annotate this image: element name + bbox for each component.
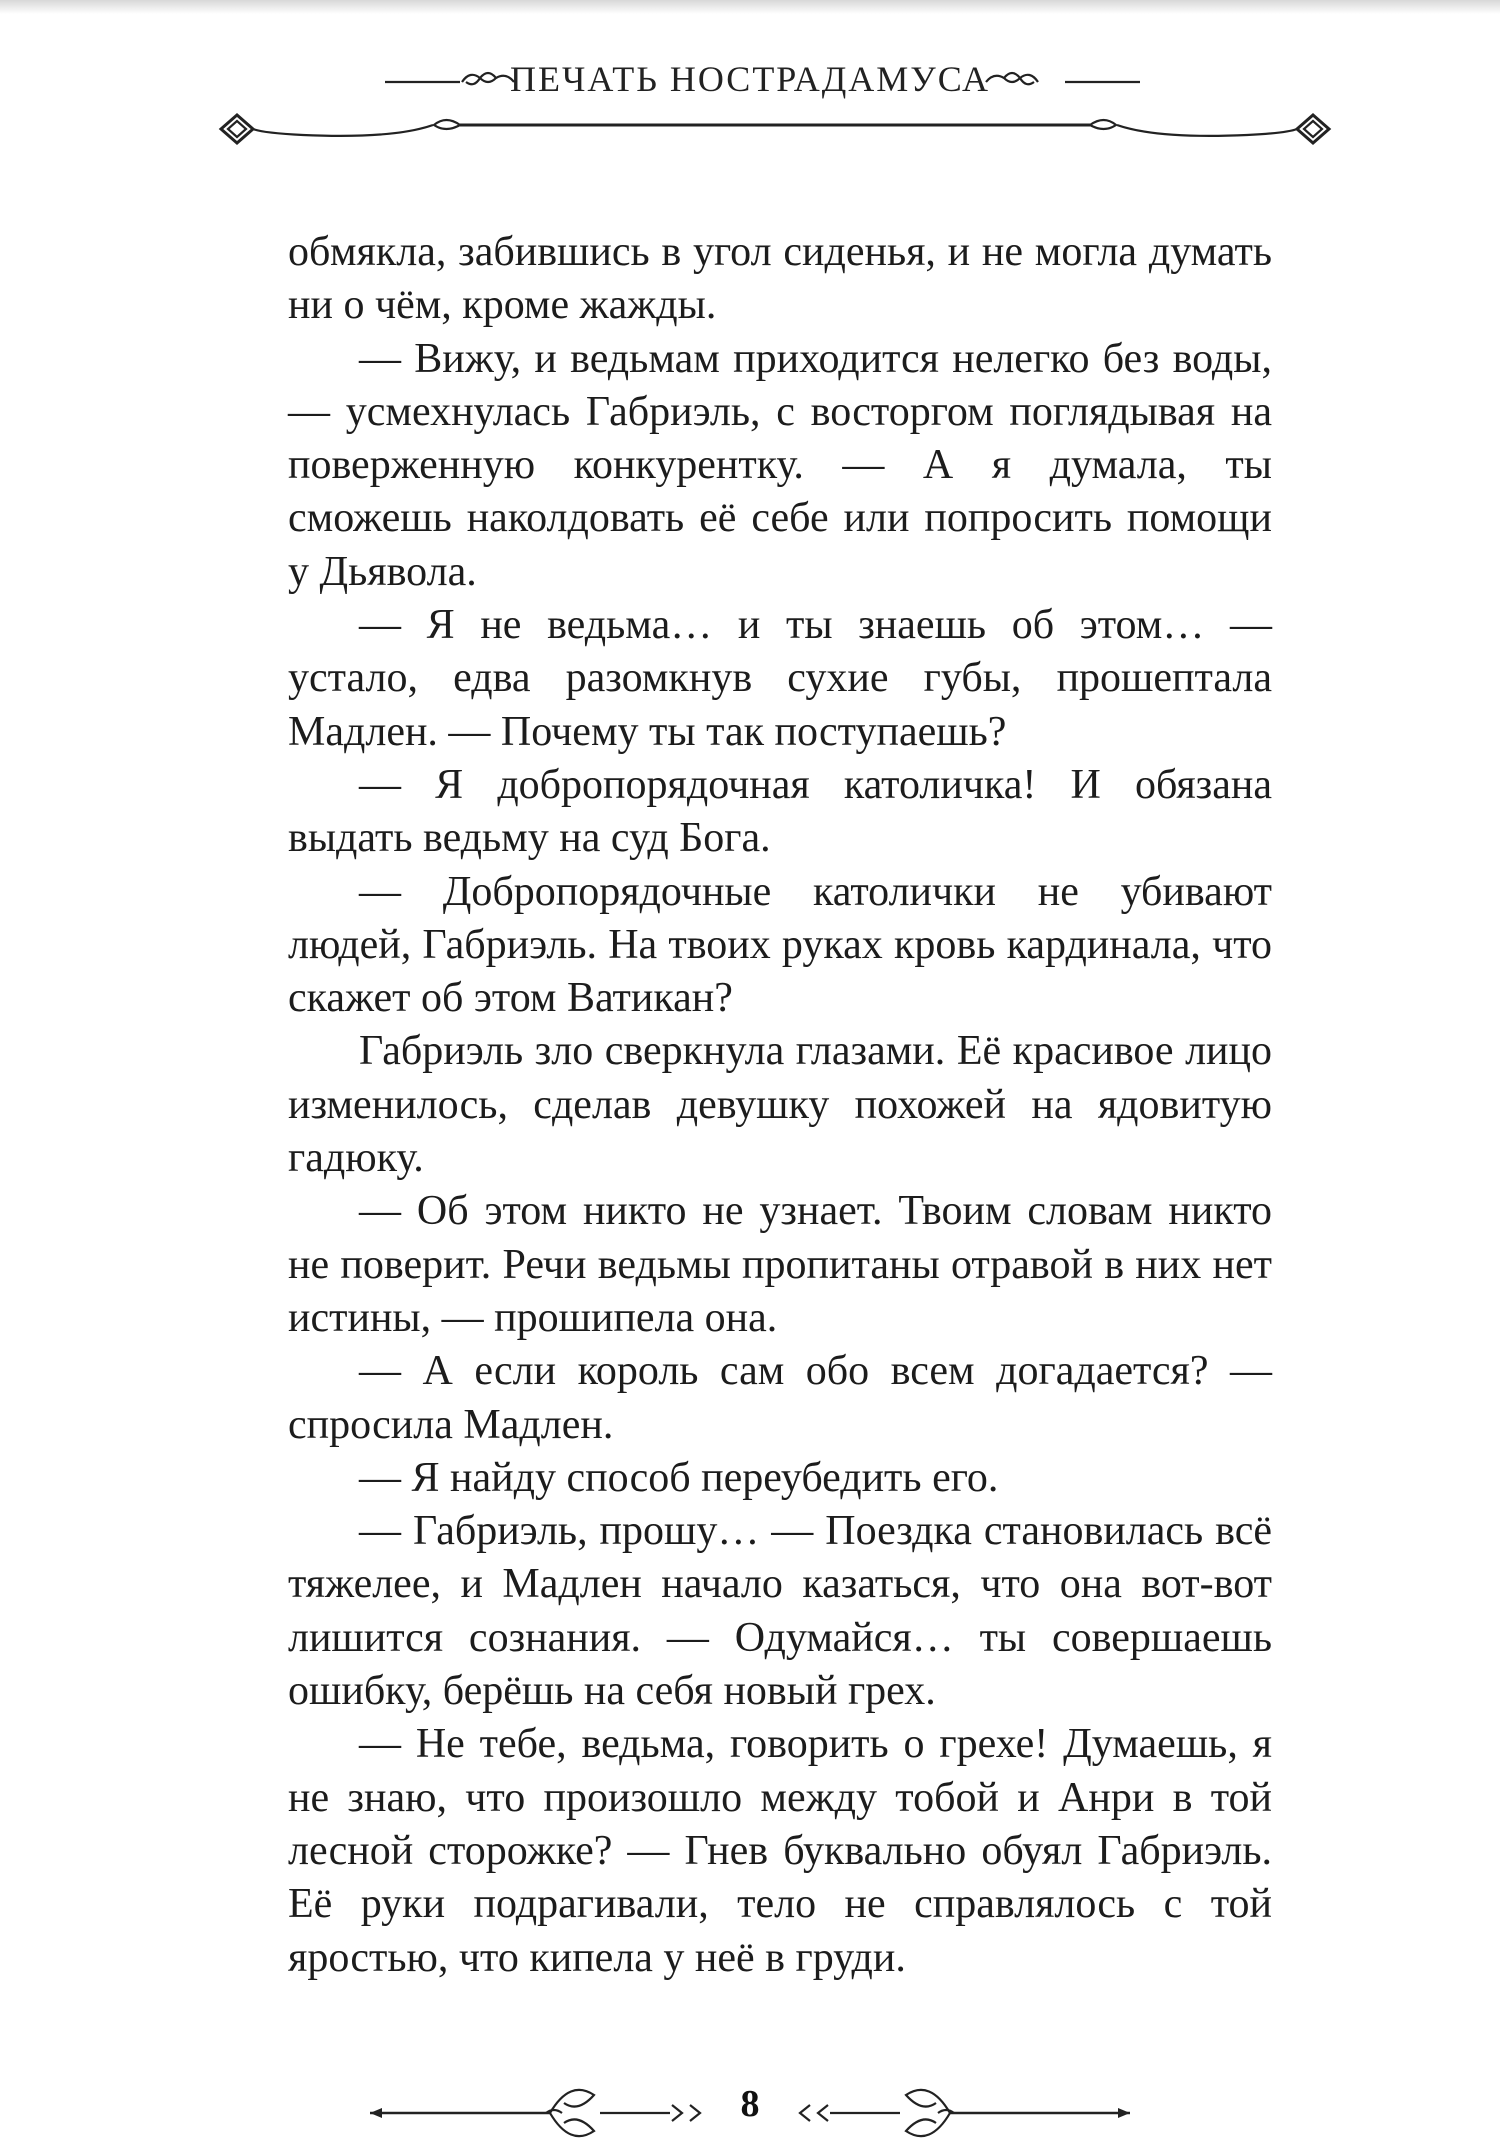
paragraph: — Габриэль, прошу… — Поездка становилась всё тяжелее, и Мадлен начало казаться, что она вот-вот лишится сознания. — Одумайся… ты совершаешь ошибку, берёшь на себя новый грех. (288, 1508, 1272, 1715)
running-title: ПЕЧАТЬ НОСТРАДАМУСА (509, 59, 990, 99)
paragraph: — А если король сам обо всем догадается? — спросила Мадлен. (288, 1348, 1272, 1448)
page-number: 8 (740, 2083, 760, 2125)
paragraph: — Вижу, и ведьмам приходится нелегко без воды, — усмехнулась Габриэль, с восторгом поглядывая на поверженную конкурентку. — А я думала, ты сможешь наколдовать её себе или попросить помощи у Дьявола. (288, 335, 1272, 595)
paragraph: — Об этом никто не узнает. Твоим словам никто не поверит. Речи ведьмы пропитаны отравой в них нет истины, — прошипела она. (288, 1188, 1272, 1341)
running-header (0, 40, 1500, 170)
paragraph: — Я добропорядочная католичка! И обязана выдать ведьму на суд Бога. (288, 761, 1272, 862)
paragraph: — Я не ведьма… и ты знаешь об этом… — устало, едва разомкнув сухие губы, прошептала Мадлен. — Почему ты так поступаешь? (288, 602, 1272, 755)
paragraph: обмякла, забившись в угол сиденья, и не могла думать ни о чём, кроме жажды. (288, 229, 1272, 329)
paragraph: Габриэль зло сверкнула глазами. Её красивое лицо изменилось, сделав девушку похожей на ядовитую гадюку. (288, 1028, 1272, 1182)
paragraph: — Не тебе, ведьма, говорить о грехе! Думаешь, я не знаю, что произошло между тобой и Анри в той лесной сторожке? — Гнев буквально обуял Габриэль. Её руки подрагивали, тело не справлялось с той яростью, что кипела у неё в груди. (288, 1721, 1272, 1981)
scan-top-shadow (0, 0, 1500, 14)
paragraph: — Я найду способ переубедить его. (359, 1454, 999, 1501)
paragraph: — Добропорядочные католички не убивают людей, Габриэль. На твоих руках кровь кардинала, что скажет об этом Ватикан? (288, 868, 1272, 1022)
body-text (288, 226, 1272, 1985)
